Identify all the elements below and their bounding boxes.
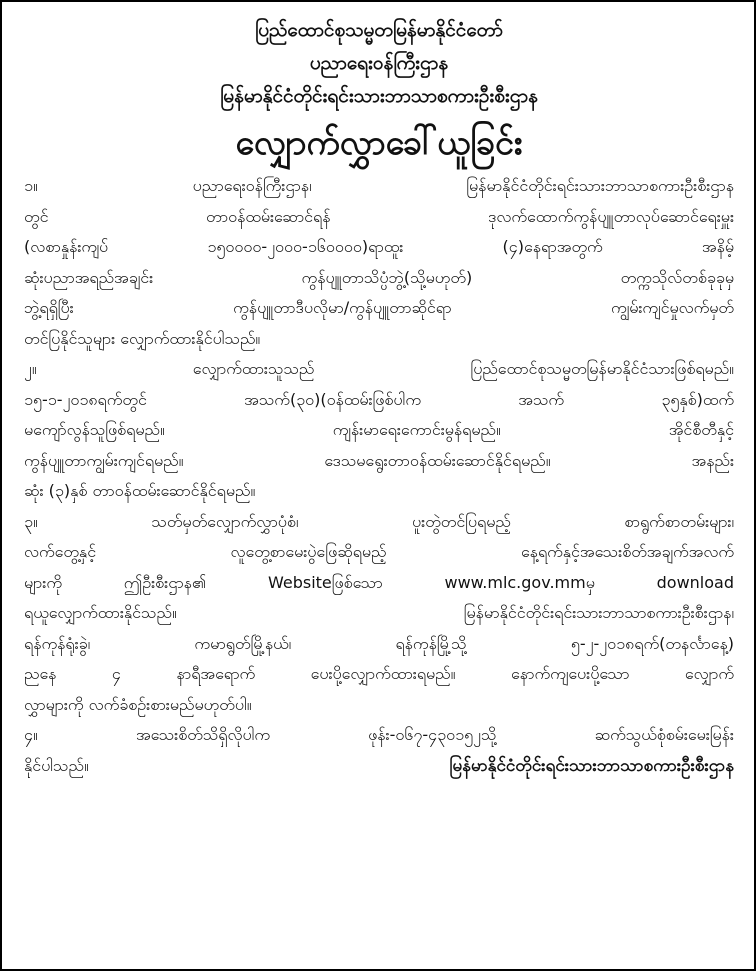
paragraph-line: ဆုံး (၃)နှစ် တာဝန်ထမ်းဆောင်နိုင်ရမည်။ (24, 481, 256, 500)
paragraph-line: လွှာများကို လက်ခံစဉ်းစားမည်မဟုတ်ပါ။ (24, 694, 252, 714)
paragraph-line: ဘွဲ့ရရှိပြီး ကွန်ပျူတာဒီပလိုမာ/ကွန်ပျူတာဆိုင်ရာ ကျွမ်းကျင်မှုလက်မှတ် (24, 298, 734, 317)
paragraph-line: ၁။ ပညာရေးဝန်ကြီးဌာန၊ မြန်မာနိုင်ငံတိုင်းရင်းသားဘာသာစကားဦးစီးဌာန (24, 176, 734, 195)
notice-closing (24, 751, 734, 782)
paragraph-line: လက်တွေ့နှင့် လူတွေ့စာမေးပွဲဖြေဆိုရမည့် နေ့ရက်နှင့်အသေးစိတ်အချက်အလက် (24, 542, 734, 561)
header-country: ပြည်ထောင်စုသမ္မတမြန်မာနိုင်ငံတော် (255, 19, 503, 41)
signature-department: မြန်မာနိုင်ငံတိုင်းရင်းသားဘာသာစကားဦးစီးဌာန (449, 755, 734, 776)
paragraph-1 (24, 171, 734, 354)
paragraph-line: တွင် တာဝန်ထမ်းဆောင်ရန် ဒုလက်ထောက်ကွန်ပျူတာလုပ်ဆောင်ရေးမှူး (24, 206, 734, 226)
paragraph-line: ၂။ လျှောက်ထားသူသည် ပြည်ထောင်စုသမ္မတမြန်မာနိုင်ငံသားဖြစ်ရမည်။ (24, 359, 734, 378)
paragraph-line: ဆုံးပညာအရည်အချင်း ကွန်ပျူတာသိပ္ပံဘွဲ့(သို့မဟုတ်) တက္ကသိုလ်တစ်ခုခုမှ (24, 267, 734, 287)
closing-text: နိုင်ပါသည်။ (24, 755, 89, 775)
paragraph-line: ရန်ကုန်ရုံးခွဲ၊ ကမာရွတ်မြို့နယ်၊ ရန်ကုန်မြို့သို့ ၅-၂-၂၀၁၈ရက်(တနင်္လာနေ့) (24, 633, 734, 653)
paragraph-line: ၃။ သတ်မှတ်လျှောက်လွှာပုံစံ၊ ပူးတွဲတင်ပြရမည့် စာရွက်စာတမ်းများ၊ (24, 511, 734, 531)
paragraph-4 (24, 720, 734, 751)
paragraph-line: ကွန်ပျူတာကျွမ်းကျင်ရမည်။ ဒေသမရွေးတာဝန်ထမ်းဆောင်နိုင်ရမည်။ အနည်း (24, 450, 734, 470)
header-ministry: ပညာရေးဝန်ကြီးဌာန (309, 52, 449, 74)
paragraph-2 (24, 354, 734, 507)
notice-body (24, 171, 734, 751)
notice-title: လျှောက်လွှာခေါ်ယူခြင်း (235, 123, 523, 163)
paragraph-line: ၁၅-၁-၂၀၁၈ရက်တွင် အသက်(၃၀)(ဝန်ထမ်းဖြစ်ပါက အသက် ၃၅နှစ်)ထက် (24, 389, 734, 409)
notice-header (24, 14, 734, 113)
paragraph-line: (လစာနှုန်းကျပ် ၁၅၀၀၀၀-၂၀၀၀-၁၆၀၀၀၀)ရာထူး (၄)နေရာအတွက် အနိမ့် (24, 237, 734, 256)
paragraph-line: များကို ဤဦးစီးဌာန၏ Websiteဖြစ်သော www.mlc.gov.mmမှ download (24, 572, 734, 592)
paragraph-line: ညနေ ၄ နာရီအရောက် ပေးပို့လျှောက်ထားရမည်။ နောက်ကျပေးပို့သော လျှောက် (24, 664, 734, 683)
paragraph-line: ၄။ အသေးစိတ်သိရှိလိုပါက ဖုန်း-၀၆၇-၄၃၀၁၅၂သို့ ဆက်သွယ်စုံစမ်းမေးမြန်း (24, 725, 734, 744)
paragraph-line: တင်ပြနိုင်သူများ လျှောက်ထားနိုင်ပါသည်။ (24, 328, 261, 348)
paragraph-3 (24, 507, 734, 721)
header-department: မြန်မာနိုင်ငံတိုင်းရင်းသားဘာသာစကားဦးစီးဌာန (220, 85, 538, 107)
paragraph-line: ရယူလျှောက်ထားနိုင်သည်။ မြန်မာနိုင်ငံတိုင်းရင်းသားဘာသာစကားဦးစီးဌာန၊ (24, 603, 734, 622)
paragraph-line: မကျော်လွန်သူဖြစ်ရမည်။ ကျန်းမာရေးကောင်းမွန်ရမည်။ အိုင်စီတီနှင့် (24, 420, 734, 439)
